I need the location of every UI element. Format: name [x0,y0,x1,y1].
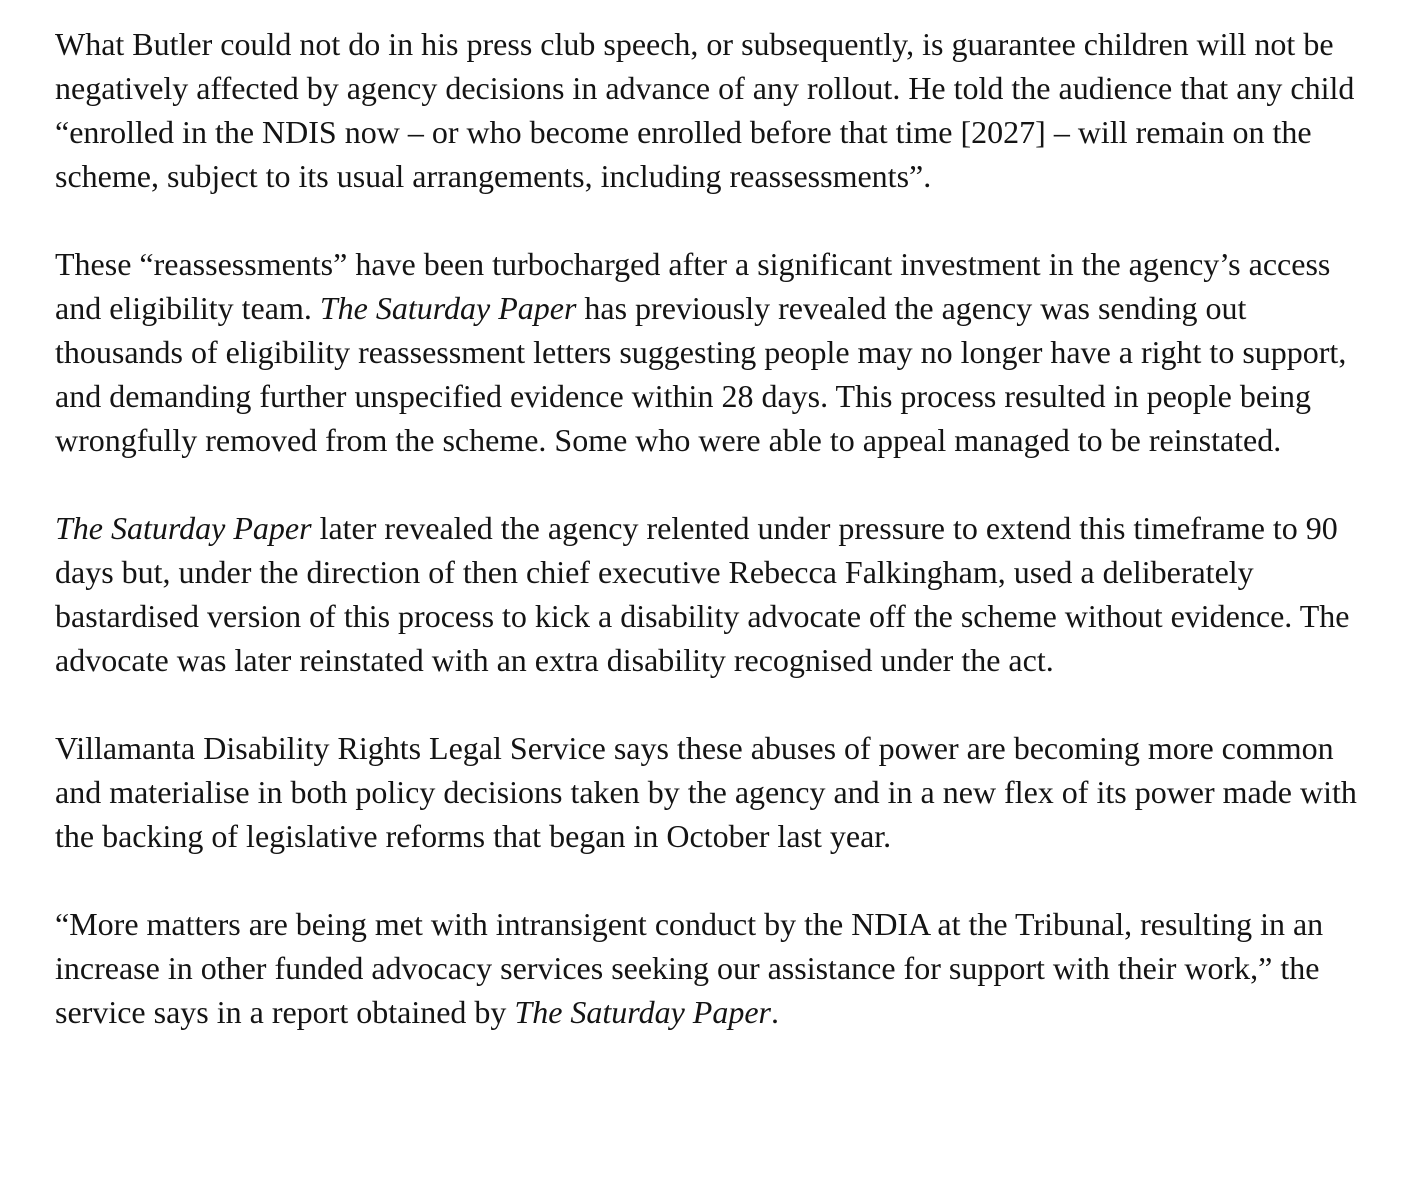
text-run: later revealed the agency relented under pressure to extend this timeframe to 90 days but, under the direction of then chief executive Rebecca Falkingham, used a deliberately bastardised version of this process to kick a disability advocate off the scheme without evidence. The advocate was later reinstated with an extra disability recognised under the act. [55,510,1350,678]
italic-publication-name: The Saturday Paper [514,994,771,1030]
paragraph-5 [55,902,1378,1034]
text-run: Villamanta Disability Rights Legal Service says these abuses of power are becoming more common and materialise in both policy decisions taken by the agency and in a new flex of its power made with the backing of legislative reforms that began in October last year. [55,730,1357,854]
text-run: . [770,994,779,1030]
paragraph-2 [55,242,1378,462]
text-run: has previously revealed the agency was sending out thousands of eligibility reassessment letters suggesting people may no longer have a right to support, and demanding further unspecified evidence within 28 days. This process resulted in people being wrongfully removed from the scheme. Some who were able to appeal managed to be reinstated. [55,290,1347,458]
text-run: What Butler could not do in his press club speech, or subsequently, is guarantee children will not be negatively affected by agency decisions in advance of any rollout. He told the audience that any child “enrolled in the NDIS now – or who become enrolled before that time [2027] – will remain on the scheme, subject to its usual arrangements, including reassessments”. [55,26,1355,194]
italic-publication-name: The Saturday Paper [319,290,577,326]
text-run: These “reassessments” have been turbocharged after a significant investment in the agency’s access and eligibility team. [55,246,1331,326]
paragraph-3 [55,506,1378,682]
paragraph-4 [55,726,1378,858]
text-run: “More matters are being met with intransigent conduct by the NDIA at the Tribunal, resulting in an increase in other funded advocacy services seeking our assistance for support with their work,” the service says in a report obtained by [55,906,1324,1030]
paragraph-1 [55,22,1378,198]
italic-publication-name: The Saturday Paper [55,510,312,546]
